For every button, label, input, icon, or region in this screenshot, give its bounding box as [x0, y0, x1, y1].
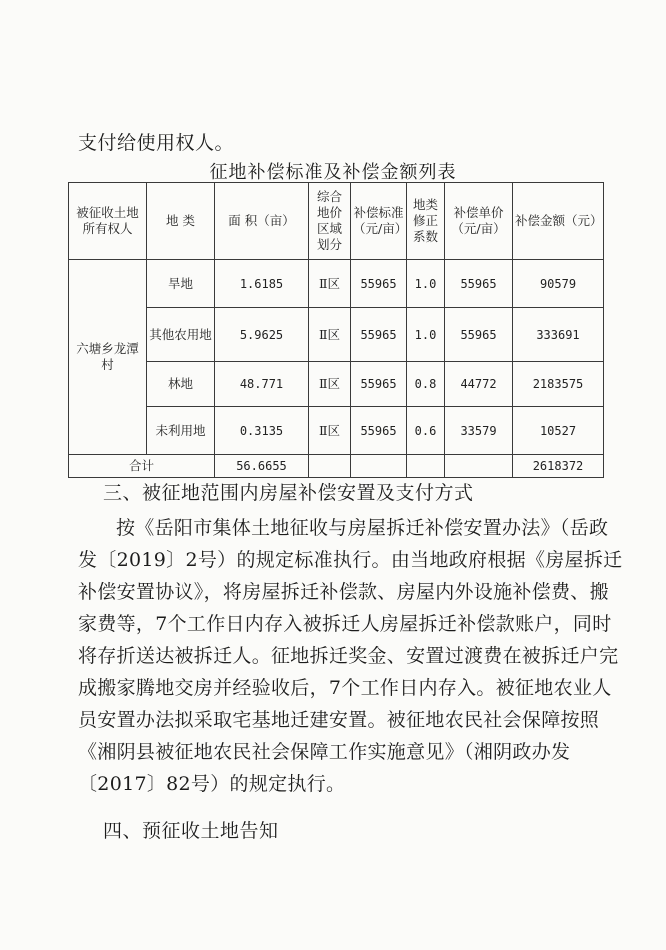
- header-amount: 补偿金额（元）: [513, 183, 604, 260]
- cell-factor: 0.6: [407, 407, 445, 455]
- cell-unit-price: 44772: [445, 362, 513, 407]
- table-title: 征地补偿标准及补偿金额列表: [209, 162, 457, 183]
- owner-cell: 六塘乡龙潭村: [69, 260, 147, 455]
- cell-land-type: 林地: [147, 362, 215, 407]
- table-total-row: [69, 455, 604, 478]
- total-area: 56.6655: [215, 455, 309, 478]
- section-3-paragraph: [78, 512, 623, 800]
- cell-land-type: 其他农用地: [147, 308, 215, 362]
- header-zone: 综合地价区域划分: [309, 183, 351, 260]
- paragraph-line: 按《岳阳市集体土地征收与房屋拆迁补偿安置办法》（岳政: [116, 517, 609, 539]
- cell-land-type: 未利用地: [147, 407, 215, 455]
- cell-standard: 55965: [351, 308, 407, 362]
- cell-factor: 1.0: [407, 308, 445, 362]
- cell-amount: 333691: [513, 308, 604, 362]
- paragraph-line: 补偿安置协议》，将房屋拆迁补偿款、房屋内外设施补偿费、搬: [78, 581, 609, 603]
- paragraph-line: 《湘阴县被征地农民社会保障工作实施意见》（湘阴政办发: [78, 741, 571, 763]
- paragraph-line: 家费等，7个工作日内存入被拆迁人房屋拆迁补偿款账户，同时: [78, 613, 612, 635]
- cell-amount: 10527: [513, 407, 604, 455]
- header-owner: 被征收土地所有权人: [69, 183, 147, 260]
- cell-zone: Ⅱ区: [309, 308, 351, 362]
- cell-standard: 55965: [351, 362, 407, 407]
- compensation-table: [68, 182, 604, 478]
- total-label: 合计: [69, 455, 215, 478]
- cell-standard: 55965: [351, 260, 407, 308]
- paragraph-line: 〔2017〕82号）的规定执行。: [78, 773, 346, 795]
- section-3-heading: 三、被征地范围内房屋补偿安置及支付方式: [103, 482, 474, 504]
- header-unit-price: 补偿单价（元/亩）: [445, 183, 513, 260]
- cell-standard: 55965: [351, 407, 407, 455]
- cell-unit-price: 55965: [445, 308, 513, 362]
- cell-unit-price: 55965: [445, 260, 513, 308]
- header-standard: 补偿标准（元/亩）: [351, 183, 407, 260]
- header-factor: 地类修正系数: [407, 183, 445, 260]
- cell-zone: Ⅱ区: [309, 362, 351, 407]
- header-land-type: 地 类: [147, 183, 215, 260]
- cell-zone: Ⅱ区: [309, 407, 351, 455]
- cell-factor: 0.8: [407, 362, 445, 407]
- table-row: [69, 362, 604, 407]
- cell-area: 48.771: [215, 362, 309, 407]
- intro-text: 支付给使用权人。: [78, 132, 235, 154]
- cell-amount: 2183575: [513, 362, 604, 407]
- cell-land-type: 旱地: [147, 260, 215, 308]
- cell-area: 1.6185: [215, 260, 309, 308]
- total-amount: 2618372: [513, 455, 604, 478]
- header-area: 面 积（亩）: [215, 183, 309, 260]
- paragraph-line: 成搬家腾地交房并经验收后，7个工作日内存入。被征地农业人: [78, 677, 612, 699]
- cell-area: 5.9625: [215, 308, 309, 362]
- cell-amount: 90579: [513, 260, 604, 308]
- paragraph-line: 将存折送达被拆迁人。征地拆迁奖金、安置过渡费在被拆迁户完: [78, 645, 619, 667]
- table-row: [69, 260, 604, 308]
- paragraph-line: 员安置办法拟采取宅基地迁建安置。被征地农民社会保障按照: [78, 709, 600, 731]
- paragraph-line: 发〔2019〕2号）的规定标准执行。由当地政府根据《房屋拆迁: [78, 549, 623, 571]
- section-4-heading: 四、预征收土地告知: [103, 820, 279, 842]
- cell-factor: 1.0: [407, 260, 445, 308]
- cell-area: 0.3135: [215, 407, 309, 455]
- cell-unit-price: 33579: [445, 407, 513, 455]
- table-header-row: [69, 183, 604, 260]
- table-row: [69, 308, 604, 362]
- cell-zone: Ⅱ区: [309, 260, 351, 308]
- table-row: [69, 407, 604, 455]
